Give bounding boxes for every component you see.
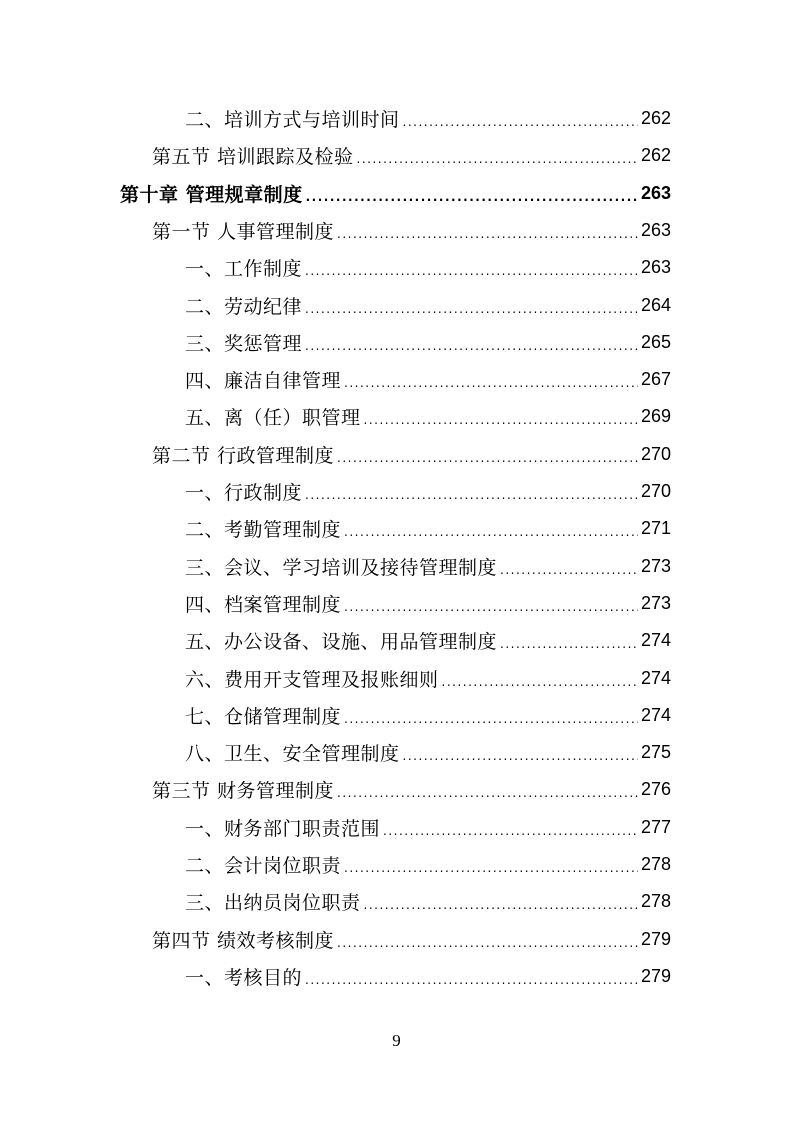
dot-leader — [344, 526, 638, 547]
toc-entry-page: 274 — [640, 704, 671, 725]
toc-entry-page: 264 — [640, 294, 671, 315]
toc-entry[interactable] — [185, 958, 671, 995]
dot-leader — [403, 116, 638, 137]
toc-entry[interactable] — [185, 883, 671, 920]
dot-leader — [305, 974, 638, 995]
dot-leader — [344, 601, 638, 622]
toc-entry-title: 一、考核目的 — [185, 966, 303, 989]
toc-entry[interactable] — [185, 809, 671, 846]
toc-entry-page: 273 — [640, 592, 671, 613]
toc-entry-title: 五、离（任）职管理 — [185, 407, 361, 430]
toc-entry-title: 三、奖惩管理 — [185, 332, 303, 355]
toc-entry[interactable] — [185, 287, 671, 324]
toc-entry-title: 二、培训方式与培训时间 — [185, 109, 400, 131]
toc-entry-title: 三、会议、学习培训及接待管理制度 — [185, 556, 498, 579]
dot-leader — [306, 191, 638, 212]
dot-leader — [337, 452, 638, 473]
toc-entry-page: 270 — [640, 481, 671, 501]
dot-leader — [500, 564, 638, 585]
toc-entry-title: 二、考勤管理制度 — [185, 519, 342, 542]
toc-entry-page: 275 — [640, 742, 671, 763]
toc-entry-chapter[interactable] — [120, 175, 671, 212]
toc-entry-page: 279 — [640, 965, 671, 986]
toc-entry-title: 五、办公设备、设施、用品管理制度 — [185, 631, 498, 654]
toc-entry-page: 274 — [640, 667, 671, 688]
toc-entry-page: 263 — [640, 219, 671, 240]
toc-entry[interactable] — [185, 622, 671, 659]
toc-entry-page: 273 — [640, 555, 671, 576]
toc-entry[interactable] — [185, 734, 671, 771]
dot-leader — [305, 489, 638, 510]
toc-entry-title: 三、出纳员岗位职责 — [185, 892, 361, 915]
dot-leader — [337, 228, 638, 249]
dot-leader — [305, 265, 638, 286]
toc-entry-title: 第一节 人事管理制度 — [152, 220, 335, 243]
toc-entry[interactable] — [185, 249, 671, 286]
toc-entry-title: 第五节 培训跟踪及检验 — [152, 146, 354, 169]
toc-entry-title: 第二节 行政管理制度 — [152, 444, 335, 467]
toc-entry-page: 265 — [640, 331, 671, 352]
toc-entry-title: 一、工作制度 — [185, 258, 303, 281]
toc-entry-page: 263 — [640, 257, 671, 278]
toc-entry[interactable] — [152, 137, 671, 174]
toc-entry[interactable] — [185, 473, 671, 510]
dot-leader — [364, 414, 638, 435]
toc-entry[interactable] — [185, 100, 671, 137]
dot-leader — [500, 638, 638, 659]
toc-entry[interactable] — [152, 921, 671, 958]
toc-entry[interactable] — [185, 361, 671, 398]
dot-leader — [442, 676, 638, 697]
toc-entry-page: 263 — [640, 182, 671, 203]
toc-entry-page: 276 — [640, 779, 671, 800]
toc-entry-page: 278 — [640, 854, 671, 874]
toc-entry-page: 274 — [640, 630, 671, 651]
toc-entry-page: 277 — [640, 816, 671, 837]
toc-entry-title: 六、费用开支管理及报账细则 — [185, 668, 439, 691]
page-number: 9 — [392, 1031, 401, 1050]
dot-leader — [344, 713, 638, 734]
toc-entry[interactable] — [185, 585, 671, 622]
toc-entry-title: 第十章 管理规章制度 — [120, 183, 303, 206]
dot-leader — [357, 153, 638, 174]
toc-entry[interactable] — [185, 660, 671, 697]
dot-leader — [403, 750, 638, 771]
toc-entry-title: 七、仓储管理制度 — [185, 705, 342, 728]
toc-entry[interactable] — [152, 436, 671, 473]
dot-leader — [305, 303, 638, 324]
toc-entry[interactable] — [185, 324, 671, 361]
toc-entry[interactable] — [152, 212, 671, 249]
toc-entry-page: 271 — [640, 518, 671, 539]
toc-entry-title: 一、财务部门职责范围 — [185, 817, 381, 840]
toc-entry-page: 262 — [640, 145, 671, 166]
toc-entry[interactable] — [185, 398, 671, 435]
dot-leader — [337, 787, 638, 808]
toc-entry[interactable] — [185, 510, 671, 547]
toc-entry-title: 八、卫生、安全管理制度 — [185, 743, 400, 766]
toc-entry-title: 第三节 财务管理制度 — [152, 780, 335, 803]
dot-leader — [344, 377, 638, 398]
toc-entry-title: 四、档案管理制度 — [185, 593, 342, 616]
toc-entry-page: 270 — [640, 443, 671, 464]
toc-entry-page: 267 — [640, 369, 671, 390]
toc-entry-page: 278 — [640, 891, 671, 912]
toc-entry-page: 262 — [640, 108, 671, 128]
toc-entry[interactable] — [185, 548, 671, 585]
toc-entry[interactable] — [152, 771, 671, 808]
dot-leader — [305, 340, 638, 361]
toc-entry-title: 二、会计岗位职责 — [185, 855, 342, 877]
toc-entry-page: 279 — [640, 928, 671, 949]
dot-leader — [383, 825, 638, 846]
toc-entry-page: 269 — [640, 406, 671, 427]
toc-entry-title: 一、行政制度 — [185, 482, 303, 504]
toc-entry[interactable] — [185, 846, 671, 883]
dot-leader — [364, 899, 638, 920]
dot-leader — [344, 862, 638, 883]
dot-leader — [337, 937, 638, 958]
toc-entry[interactable] — [185, 697, 671, 734]
toc-entry-title: 第四节 绩效考核制度 — [152, 929, 335, 952]
toc-entry-title: 二、劳动纪律 — [185, 295, 303, 318]
toc-entry-title: 四、廉洁自律管理 — [185, 370, 342, 393]
